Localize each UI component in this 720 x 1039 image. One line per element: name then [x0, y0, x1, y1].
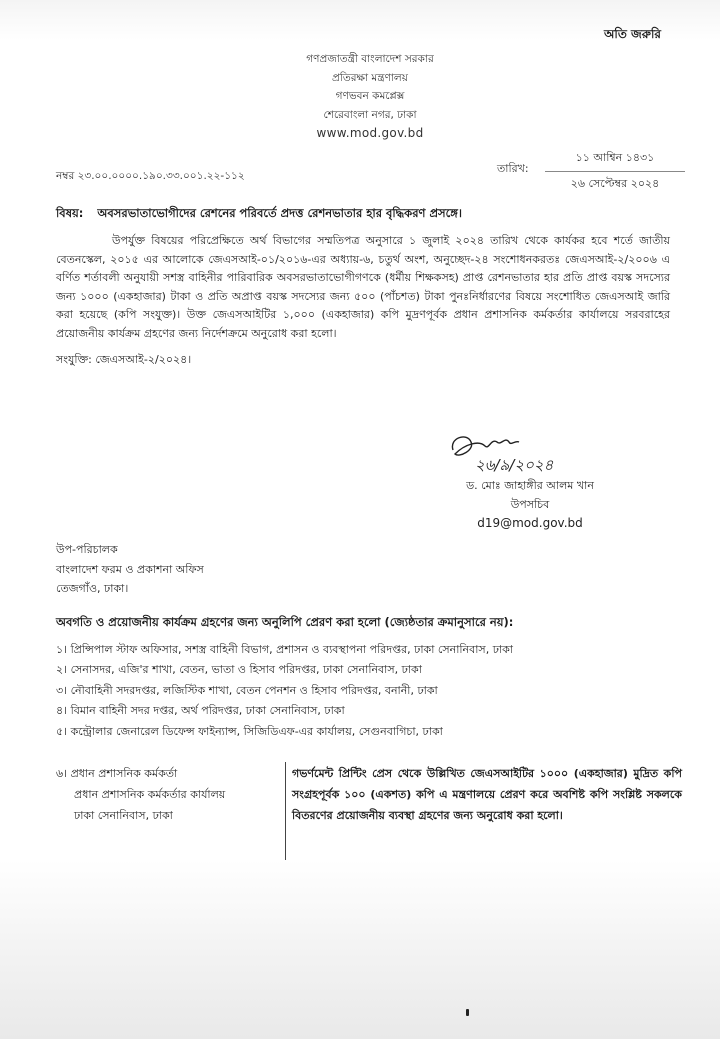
recipient-office: বাংলাদেশ ফরম ও প্রকাশনা অফিস [56, 562, 204, 576]
ministry-name: প্রতিরক্ষা মন্ত্রণালয় [332, 71, 408, 84]
signer-name: ড. মোঃ জাহাঙ্গীর আলম খান [466, 479, 594, 492]
signature-date: ২৬/৯/২০২৪ [475, 456, 554, 474]
date-gregorian: ২৬ সেপ্টেম্বর ২০২৪ [570, 177, 660, 190]
body-paragraph: উপর্যুক্ত বিষয়ের পরিপ্রেক্ষিতে অর্থ বিভাগের সম্মতিপত্র অনুসারে ১ জুলাই ২০২৪ তারিখ থেকে কার্যকর হবে শর্তে জাতীয় বেতনস্কেল, ২০১৫ এর আলোকে জেএসআই-০১/২০১৬-এর অধ্যায়-৬, চতুর্থ অংশ, অনুচ্ছেদ-২৪ সংশোধনকরতঃ জেএসআই-২/২০০৬ এ বর্ণিত শর্তাবলী অনুযায়ী সশস্ত্র বাহিনীর পারিবারিক অবসরভাতাভোগীগণকে (ধর্মীয় শিক্ষকসহ) প্রাপ্ত রেশনভাতার হার প্রতি প্রাপ্ত বয়স্ক সদস্যের জন্য ১০০০ (একহাজার) টাকা ও প্রতি অপ্রাপ্ত বয়স্ক সদস্যের জন্য ৫০০ (পাঁচশত) টাকা পুনঃনির্ধারণের বিষয়ে সংশোধিত জেএসআই জারি করা হয়েছে (কপি সংযুক্ত)। উক্ত জেএসআইটির ১,০০০ (একহাজার) কপি মুদ্রণপূর্বক প্রধান প্রশাসনিক কর্মকর্তার কার্যালয়ে সরবরাহের প্রয়োজনীয় কার্যক্রম গ্রহণের জন্য নির্দেশক্রমে অনুরোধ করা হলো। [56, 234, 670, 340]
vertical-divider [285, 762, 286, 860]
item6-address: ঢাকা সেনানিবাস, ঢাকা [74, 809, 173, 822]
copy-list-item: ৫। কন্ট্রোলার জেনারেল ডিফেন্স ফাইন্যান্স, সিজিডিএফ-এর কার্যালয়, সেগুনবাগিচা, ঢাকা [56, 724, 443, 738]
date-label: তারিখ: [497, 162, 529, 175]
date-bangla: ১১ আশ্বিন ১৪৩১ [545, 149, 685, 172]
subject-line [56, 205, 670, 221]
signer-block [420, 476, 640, 533]
copy-heading: অবগতি ও প্রয়োজনীয় কার্যক্রম গ্রহণের জন্য অনুলিপি প্রেরণ করা হলো (জ্যেষ্ঠতার ক্রমানুসারে নয়): [56, 615, 514, 629]
urgency-label: অতি জরুরি [604, 27, 661, 41]
recipient-block [56, 540, 204, 599]
subject-text: অবসরভাতাভোগীদের রেশনের পরিবর্তে প্রদত্ত রেশনভাতার হার বৃদ্ধিকরণ প্রসঙ্গে। [97, 206, 463, 220]
item6-office: প্রধান প্রশাসনিক কর্মকর্তার কার্যালয় [74, 788, 226, 801]
handwritten-signature [445, 432, 645, 476]
copy-list-item-6 [56, 763, 278, 826]
signer-email: d19@mod.gov.bd [477, 516, 583, 530]
copy-list-item: ১। প্রিন্সিপাল স্টাফ অফিসার, সশস্ত্র বাহিনী বিভাগ, প্রশাসন ও ব্যবস্থাপনা পরিদপ্তর, ঢাকা সেনানিবাস, ঢাকা [56, 643, 513, 656]
signer-designation: উপসচিব [510, 498, 550, 511]
page-speck [466, 1009, 469, 1016]
subject-label: বিষয়: [56, 206, 84, 220]
website: www.mod.gov.bd [316, 126, 424, 140]
recipient-address: তেজগাঁও, ঢাকা। [56, 582, 129, 595]
memo-number: নম্বর ২৩.০০.০০০০.১৯০.৩৩.০০১.২২-১১২ [56, 170, 245, 182]
office-address: শেরেবাংলা নগর, ঢাকা [323, 108, 417, 121]
item6-instruction-note: গভর্ণমেন্ট প্রিন্টিং প্রেস থেকে উল্লিখিত জেএসআইটির ১০০০ (একহাজার) মুদ্রিত কপি সংগ্রহপূর্বক ১০০ (একশত) কপি এ মন্ত্রণালয়ে প্রেরণ করে অবশিষ্ট কপি সংশ্লিষ্ট সকলকে বিতরণের প্রয়োজনীয় ব্যবস্থা গ্রহণের জন্য অনুরোধ করা হলো। [292, 767, 682, 822]
copy-list-item: ৪। বিমান বাহিনী সদর দপ্তর, অর্থ পরিদপ্তর, ঢাকা সেনানিবাস, ঢাকা [56, 704, 345, 718]
date-block [545, 149, 685, 194]
complex-name: গণভবন কমপ্লেক্স [335, 90, 405, 102]
body-section [56, 232, 670, 369]
item6-title: ৬। প্রধান প্রশাসনিক কর্মকর্তা [56, 767, 178, 780]
copy-list-item: ৩। নৌবাহিনী সদরদপ্তর, লজিস্টিক শাখা, বেতন পেনশন ও হিসাব পরিদপ্তর, বনানী, ঢাকা [56, 683, 438, 697]
attachment-line: সংযুক্তি: জেএসআই-২/২০২৪। [56, 353, 192, 366]
copy-list [56, 640, 696, 742]
copy-list-item: ২। সেনাসদর, এজি'র শাখা, বেতন, ভাতা ও হিসাব পরিদপ্তর, ঢাকা সেনানিবাস, ঢাকা [56, 663, 422, 677]
letterhead [250, 50, 490, 143]
recipient-title: উপ-পরিচালক [56, 543, 118, 556]
signature-area [400, 432, 670, 533]
government-name: গণপ্রজাতন্ত্রী বাংলাদেশ সরকার [306, 53, 434, 65]
